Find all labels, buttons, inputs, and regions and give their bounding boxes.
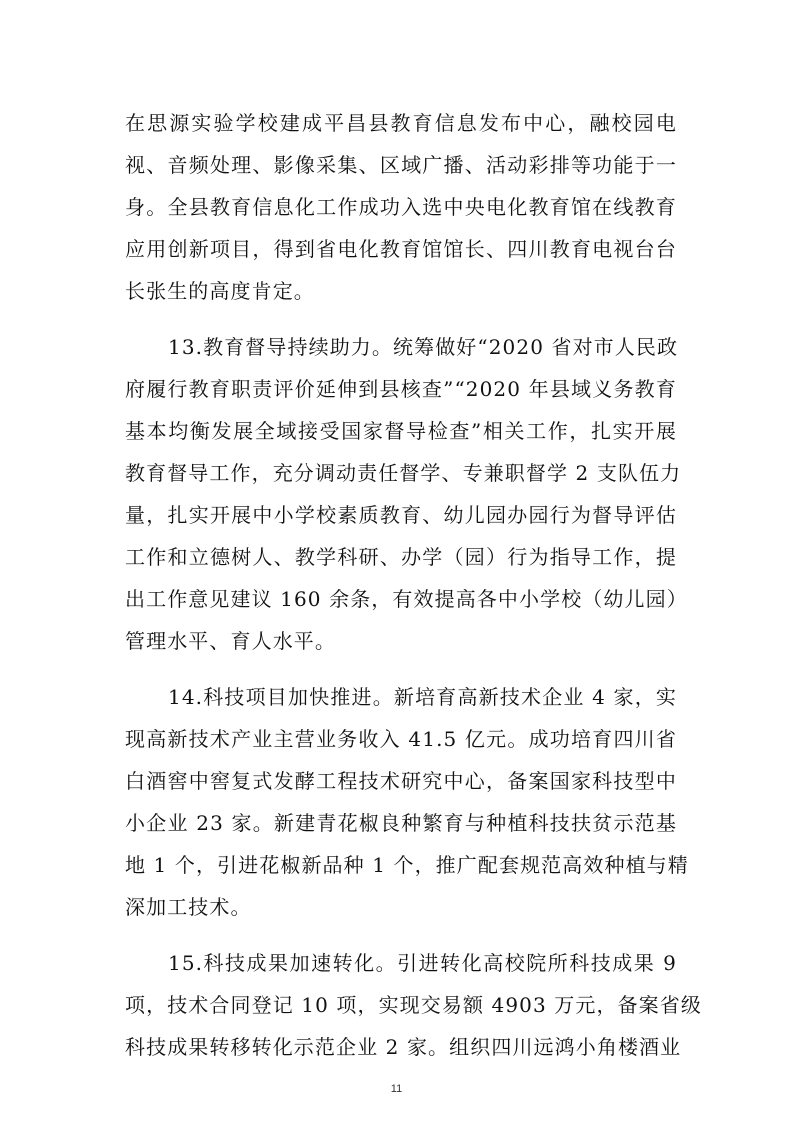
page-number: 11 xyxy=(390,1083,403,1095)
paragraph-1-line-4: 应用创新项目，得到省电化教育馆馆长、四川教育电视台台 xyxy=(125,237,677,261)
paragraph-1-line-1: 在思源实验学校建成平昌县教育信息发布中心，融校园电 xyxy=(125,111,677,135)
paragraph-4-line-3: 科技成果转移转化示范企业 2 家。组织四川远鸿小角楼酒业 xyxy=(125,1035,682,1059)
paragraph-1-line-2: 视、音频处理、影像采集、区域广播、活动彩排等功能于一 xyxy=(125,153,677,177)
paragraph-2-line-3: 基本均衡发展全域接受国家督导检查”相关工作，扎实开展 xyxy=(125,419,677,443)
paragraph-2-line-6: 工作和立德树人、教学科研、办学（园）行为指导工作，提 xyxy=(125,545,677,569)
paragraph-4-line-2: 项，技术合同登记 10 项，实现交易额 4903 万元，备案省级 xyxy=(125,993,702,1017)
paragraph-3-line-2: 现高新技术产业主营业务收入 41.5 亿元。成功培育四川省 xyxy=(125,727,677,751)
paragraph-3-line-6: 深加工技术。 xyxy=(125,895,252,919)
paragraph-2-line-7: 出工作意见建议 160 余条，有效提高各中小学校（幼儿园） xyxy=(125,587,688,611)
paragraph-2-line-8: 管理水平、育人水平。 xyxy=(125,629,336,653)
paragraph-2-line-4: 教育督导工作，充分调动责任督学、专兼职督学 2 支队伍力 xyxy=(125,461,682,485)
paragraph-1-line-5: 长张生的高度肯定。 xyxy=(125,279,315,303)
paragraph-3-line-1: 14.科技项目加快推进。新培育高新技术企业 4 家，实 xyxy=(168,685,677,709)
paragraph-3-line-4: 小企业 23 家。新建青花椒良种繁育与种植科技扶贫示范基 xyxy=(125,811,677,835)
paragraph-3-line-3: 白酒窖中窖复式发酵工程技术研究中心，备案国家科技型中 xyxy=(125,769,677,793)
paragraph-4-line-1: 15.科技成果加速转化。引进转化高校院所科技成果 9 xyxy=(168,951,677,975)
paragraph-2-line-2: 府履行教育职责评价延伸到县核查”“2020 年县域义务教育 xyxy=(125,377,677,401)
paragraph-1-line-3: 身。全县教育信息化工作成功入选中央电化教育馆在线教育 xyxy=(125,195,677,219)
paragraph-2-line-5: 量，扎实开展中小学校素质教育、幼儿园办园行为督导评估 xyxy=(125,503,677,527)
paragraph-2-line-1: 13.教育督导持续助力。统筹做好“2020 省对市人民政 xyxy=(168,335,679,359)
paragraph-3-line-5: 地 1 个，引进花椒新品种 1 个，推广配套规范高效种植与精 xyxy=(125,853,689,877)
